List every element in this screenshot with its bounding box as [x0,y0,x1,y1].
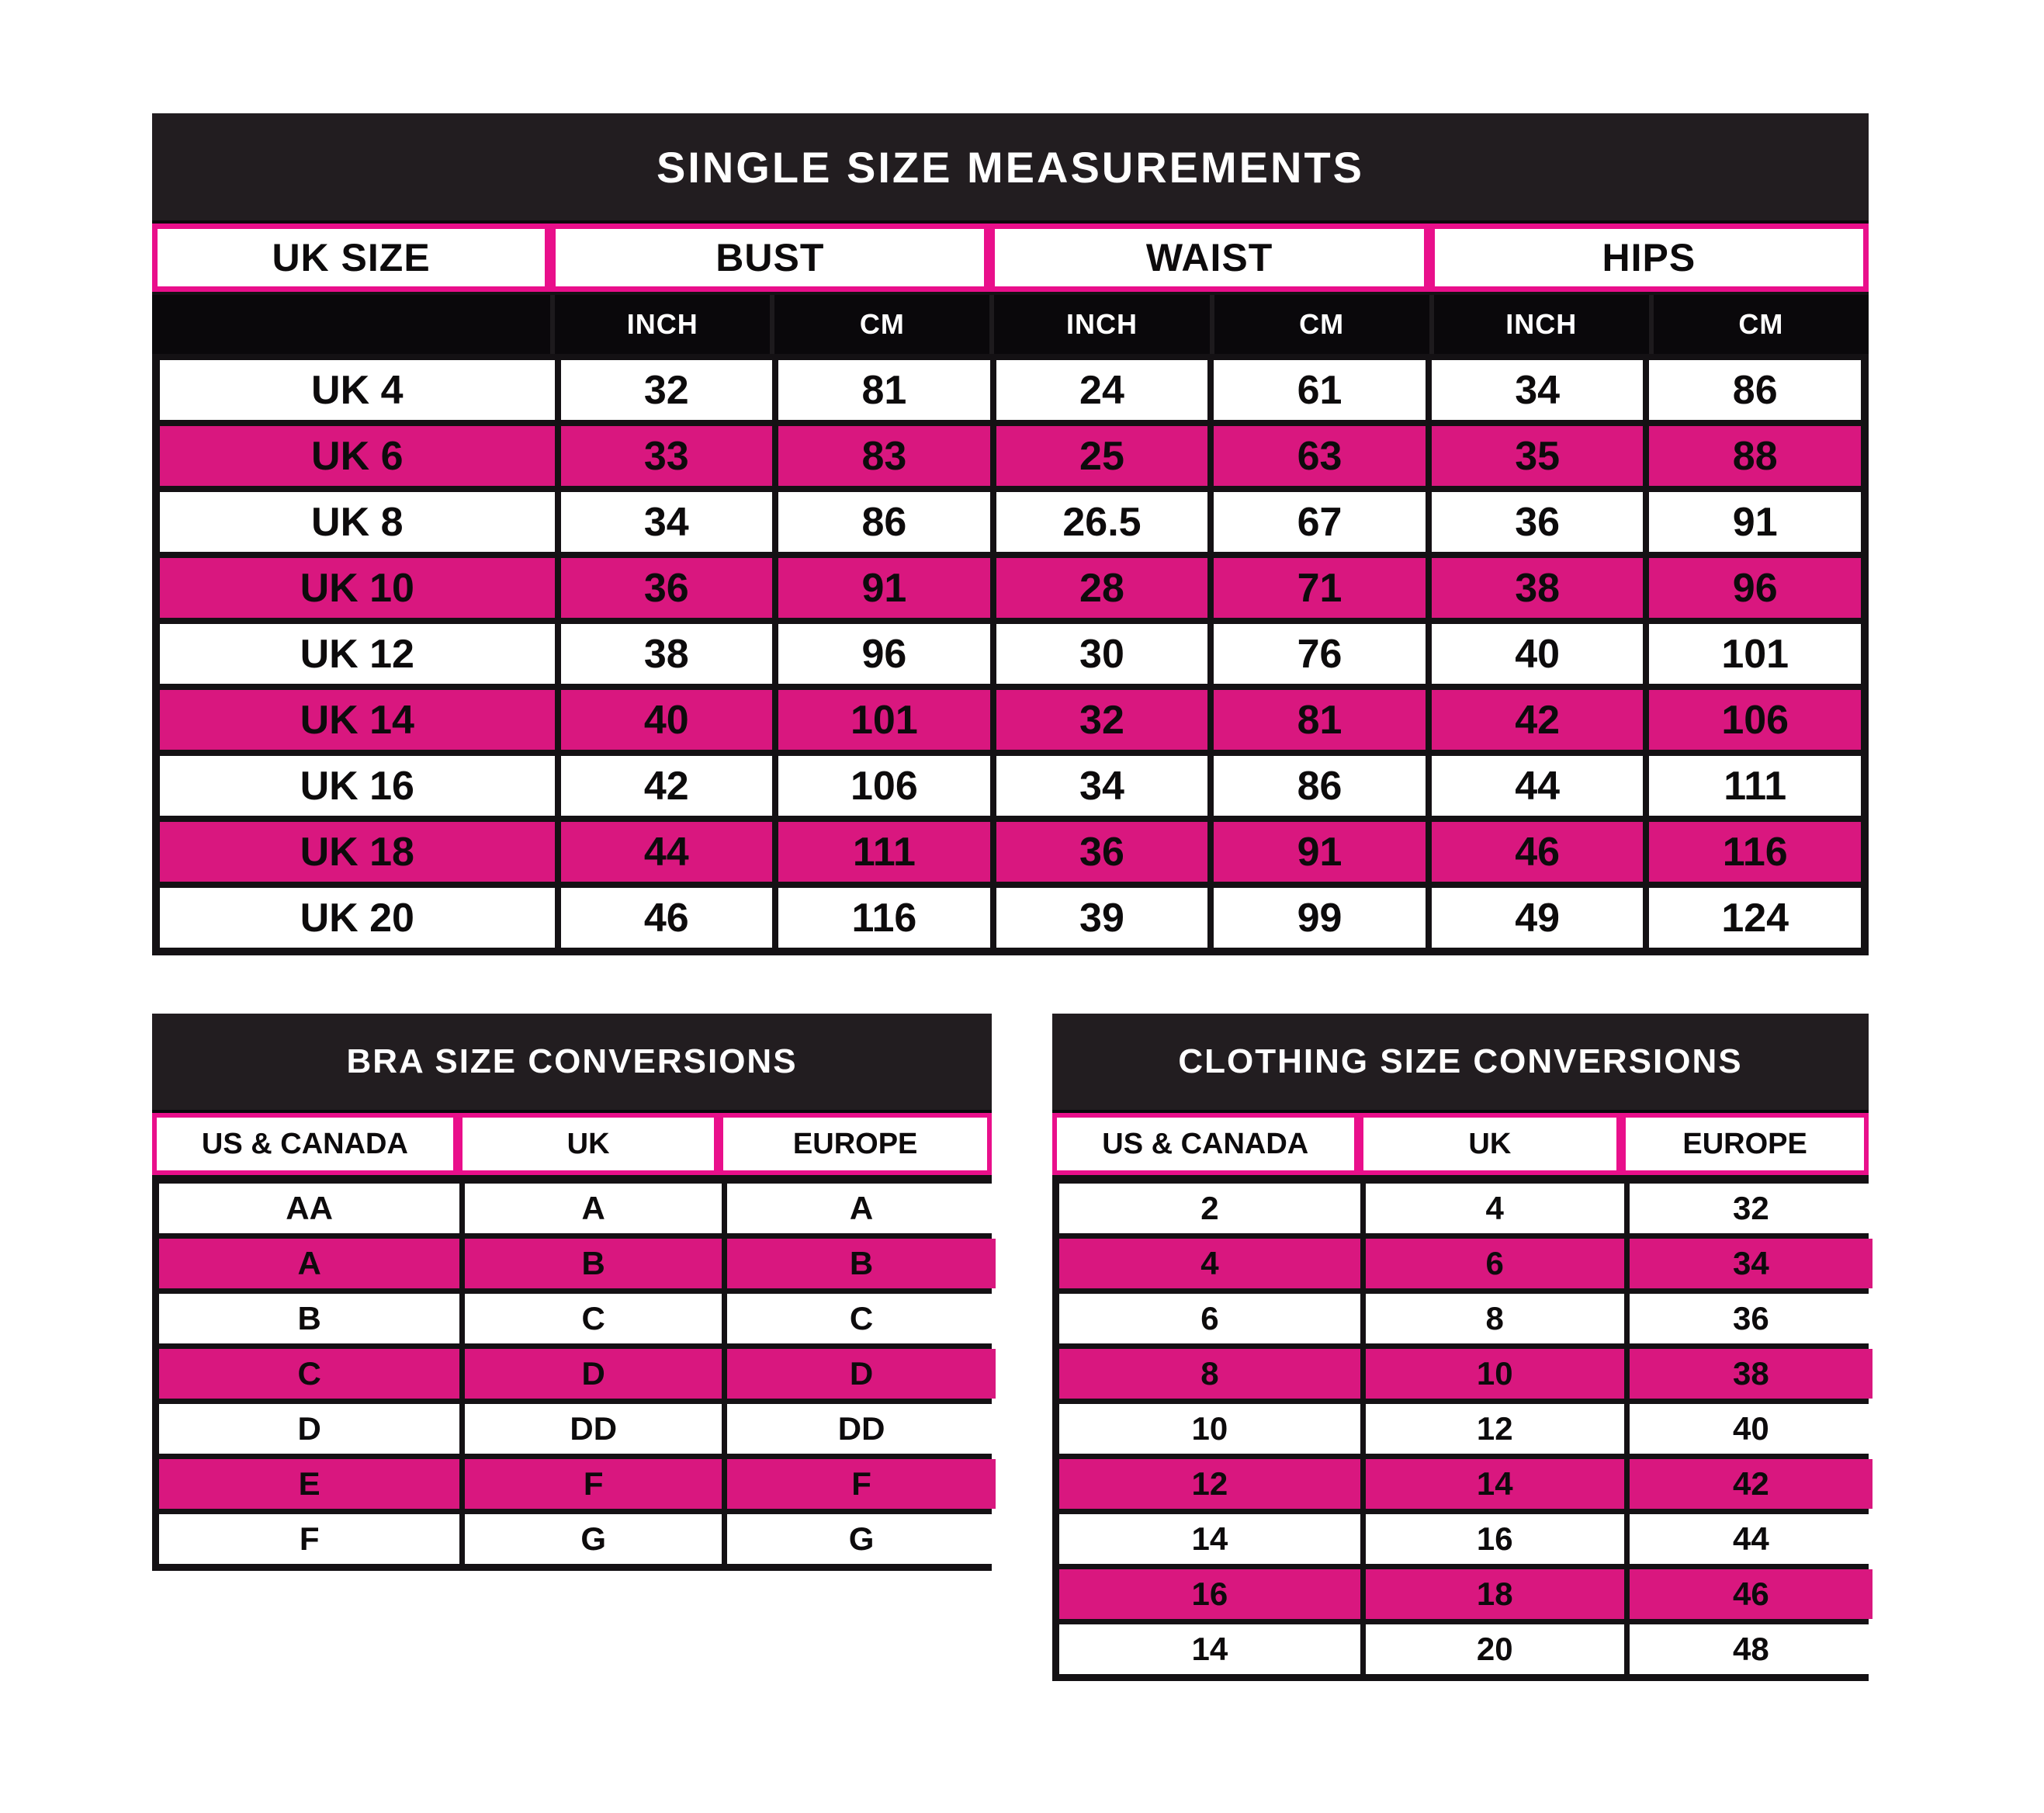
value-cell: 86 [1649,360,1861,420]
clothing-size-conversions-table [1052,1014,1869,1681]
value-cell: 96 [1649,558,1861,618]
row-label-cell: UK 4 [160,360,555,420]
value-cell: 14 [1366,1459,1624,1509]
value-cell: 48 [1630,1624,1873,1674]
main-table-title: SINGLE SIZE MEASUREMENTS [656,142,1365,192]
value-cell: 35 [1432,426,1644,486]
value-cell: D [727,1349,996,1399]
unit-header-bust-cm: CM [770,295,989,354]
value-cell: 24 [996,360,1208,420]
value-cell: 86 [778,492,990,552]
row-label-cell: UK 20 [160,888,555,948]
value-cell: 39 [996,888,1208,948]
value-cell: 44 [561,822,773,882]
row-label-cell: UK 6 [160,426,555,486]
bra-header-us-canada: US & CANADA [152,1113,458,1175]
value-cell: 116 [778,888,990,948]
value-cell: 32 [561,360,773,420]
value-cell: 44 [1630,1514,1873,1564]
value-cell: DD [465,1404,722,1454]
bra-table-title: BRA SIZE CONVERSIONS [346,1042,798,1080]
value-cell: 33 [561,426,773,486]
value-cell: 34 [561,492,773,552]
value-cell: 116 [1649,822,1861,882]
value-cell: D [159,1404,459,1454]
value-cell: 30 [996,624,1208,684]
value-cell: 111 [778,822,990,882]
row-label-cell: UK 18 [160,822,555,882]
value-cell: 106 [778,756,990,816]
header-bust: BUST [550,224,989,292]
row-label-cell: UK 8 [160,492,555,552]
row-label-cell: UK 10 [160,558,555,618]
value-cell: 38 [1630,1349,1873,1399]
value-cell: 42 [1630,1459,1873,1509]
unit-header-bust-inch: INCH [550,295,770,354]
clothing-header-us-canada: US & CANADA [1052,1113,1359,1175]
row-label-cell: UK 14 [160,690,555,750]
value-cell: 8 [1059,1349,1360,1399]
value-cell: A [465,1184,722,1233]
value-cell: 38 [1432,558,1644,618]
value-cell: 44 [1432,756,1644,816]
value-cell: 111 [1649,756,1861,816]
value-cell: E [159,1459,459,1509]
value-cell: 42 [1432,690,1644,750]
value-cell: C [727,1294,996,1343]
value-cell: 20 [1366,1624,1624,1674]
value-cell: A [727,1184,996,1233]
value-cell: 4 [1059,1239,1360,1288]
main-table-unit-header-row [152,295,1869,354]
value-cell: 12 [1059,1459,1360,1509]
value-cell: F [465,1459,722,1509]
value-cell: 34 [1432,360,1644,420]
value-cell: 26.5 [996,492,1208,552]
row-label-cell: UK 12 [160,624,555,684]
clothing-table-header-row [1052,1113,1869,1178]
unit-header-waist-cm: CM [1210,295,1429,354]
value-cell: C [465,1294,722,1343]
value-cell: 6 [1059,1294,1360,1343]
value-cell: 10 [1366,1349,1624,1399]
value-cell: 25 [996,426,1208,486]
value-cell: 106 [1649,690,1861,750]
value-cell: AA [159,1184,459,1233]
value-cell: 101 [778,690,990,750]
row-label-cell: UK 16 [160,756,555,816]
value-cell: 40 [1630,1404,1873,1454]
value-cell: 83 [778,426,990,486]
main-table-body [152,354,1869,955]
value-cell: D [465,1349,722,1399]
bra-table-header-row [152,1113,992,1178]
header-waist: WAIST [989,224,1429,292]
value-cell: G [465,1514,722,1564]
value-cell: 34 [996,756,1208,816]
value-cell: 91 [778,558,990,618]
value-cell: C [159,1349,459,1399]
main-table-header-row [152,224,1869,295]
bra-table-body [152,1178,992,1571]
bra-size-conversions-table [152,1014,992,1571]
value-cell: 36 [1630,1294,1873,1343]
unit-header-hips-inch: INCH [1429,295,1649,354]
value-cell: 32 [1630,1184,1873,1233]
value-cell: F [159,1514,459,1564]
value-cell: 6 [1366,1239,1624,1288]
main-table-title-bar [152,113,1869,224]
clothing-table-title-bar [1052,1014,1869,1113]
value-cell: 16 [1059,1569,1360,1619]
bra-table-title-bar [152,1014,992,1113]
value-cell: 86 [1214,756,1426,816]
value-cell: 16 [1366,1514,1624,1564]
unit-header-blank [152,295,550,354]
value-cell: 40 [1432,624,1644,684]
clothing-table-body [1052,1178,1869,1681]
clothing-header-europe: EUROPE [1621,1113,1869,1175]
clothing-header-uk: UK [1359,1113,1622,1175]
value-cell: 18 [1366,1569,1624,1619]
value-cell: 81 [1214,690,1426,750]
value-cell: 76 [1214,624,1426,684]
value-cell: 8 [1366,1294,1624,1343]
value-cell: 46 [561,888,773,948]
value-cell: 46 [1432,822,1644,882]
value-cell: 91 [1214,822,1426,882]
value-cell: 96 [778,624,990,684]
value-cell: DD [727,1404,996,1454]
value-cell: 81 [778,360,990,420]
value-cell: 36 [1432,492,1644,552]
value-cell: 2 [1059,1184,1360,1233]
value-cell: 40 [561,690,773,750]
value-cell: 71 [1214,558,1426,618]
value-cell: 91 [1649,492,1861,552]
value-cell: 38 [561,624,773,684]
value-cell: B [465,1239,722,1288]
value-cell: G [727,1514,996,1564]
value-cell: 42 [561,756,773,816]
unit-header-waist-inch: INCH [989,295,1209,354]
value-cell: 67 [1214,492,1426,552]
bra-header-europe: EUROPE [719,1113,992,1175]
value-cell: 4 [1366,1184,1624,1233]
value-cell: 36 [996,822,1208,882]
single-size-measurements-table [152,113,1869,955]
value-cell: A [159,1239,459,1288]
value-cell: 99 [1214,888,1426,948]
value-cell: 10 [1059,1404,1360,1454]
value-cell: 36 [561,558,773,618]
bra-header-uk: UK [458,1113,719,1175]
unit-header-hips-cm: CM [1649,295,1869,354]
value-cell: F [727,1459,996,1509]
value-cell: 63 [1214,426,1426,486]
value-cell: 12 [1366,1404,1624,1454]
value-cell: 32 [996,690,1208,750]
value-cell: 46 [1630,1569,1873,1619]
value-cell: 14 [1059,1624,1360,1674]
header-hips: HIPS [1429,224,1869,292]
value-cell: 101 [1649,624,1861,684]
value-cell: B [727,1239,996,1288]
header-uk-size: UK SIZE [152,224,550,292]
value-cell: B [159,1294,459,1343]
value-cell: 14 [1059,1514,1360,1564]
value-cell: 34 [1630,1239,1873,1288]
value-cell: 88 [1649,426,1861,486]
value-cell: 61 [1214,360,1426,420]
value-cell: 49 [1432,888,1644,948]
clothing-table-title: CLOTHING SIZE CONVERSIONS [1178,1042,1743,1080]
value-cell: 124 [1649,888,1861,948]
value-cell: 28 [996,558,1208,618]
